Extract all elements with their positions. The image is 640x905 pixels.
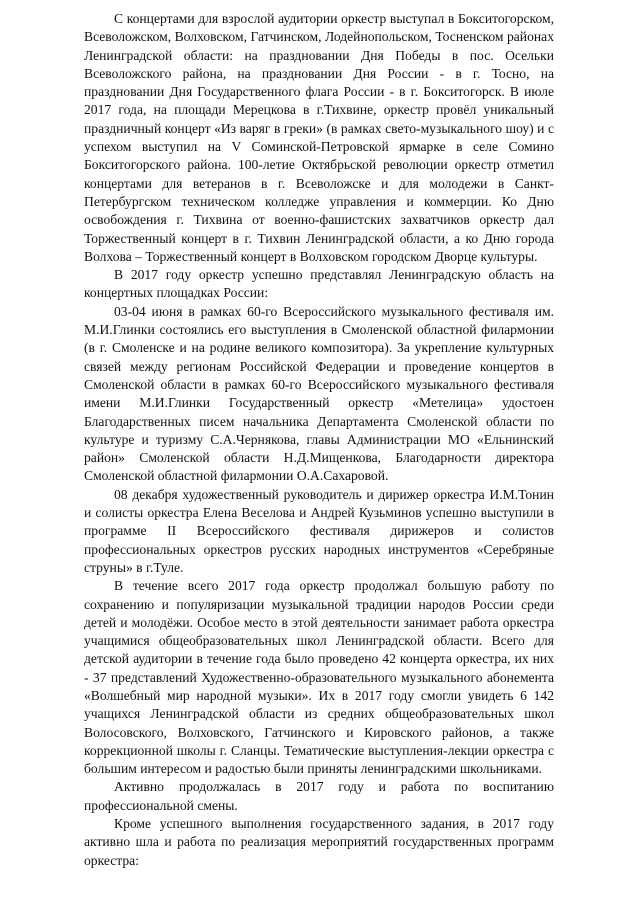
paragraph-glinka-festival: 03-04 июня в рамках 60-го Всероссийского музыкального фестиваля им. М.И.Глинки состоялись его выступления в Смоленской областной филармонии (в г. Смоленске и на родине великого композитора). За укрепление культурных связей между регионам Российской Федерации и проведение концертов в Смоленской области в рамках 60-го Всероссийского музыкального фестиваля имени М.И.Глинки Государственный оркестр «Метелица» удостоен Благодарственных писем начальника Департамента Смоленской области по культуре и туризму С.А.Чернякова, главы Администрации МО «Ельнинский район» Смоленской области Н.Д.Мищенкова, Благодарности директора Смоленской областной филармонии О.А.Сахаровой. xyxy=(84,303,554,484)
paragraph-professional-training: Активно продолжалась в 2017 году и работа по воспитанию профессиональной смены. xyxy=(84,779,554,813)
paragraph-russia-venues: В 2017 году оркестр успешно представлял Ленинградскую область на концертных площадках России: xyxy=(84,267,554,301)
paragraph-state-programs: Кроме успешного выполнения государственного задания, в 2017 году активно шла и работа по реализация мероприятий государственных программ оркестра: xyxy=(84,816,554,868)
paragraph-silver-strings: 08 декабря художественный руководитель и дирижер оркестра И.М.Тонин и солисты оркестра Елена Веселова и Андрей Кузьминов успешно выступили в программе II Всероссийского фестиваля дирижеров и солистов профессиональных оркестров русских народных инструментов «Серебряные струны» в г.Туле. xyxy=(84,486,554,575)
paragraph-regional-concerts: С концертами для взрослой аудитории оркестр выступал в Бокситогорском, Всеволожском, Волховском, Гатчинском, Лодейнопольском, Тосненском районах Ленинградской области: на праздновании Дня Победы в пос. Осельки Всеволожского района, на праздновании Дня России - в г. Тосно, на праздновании Дня Государственного флага России - в г. Бокситогорск. В июле 2017 года, на площади Мерецкова в г.Тихвине, оркестр провёл уникальный праздничный концерт «Из варяг в греки» (в рамках свето-музыкального шоу) и с успехом выступил на V Соминской-Петровской ярмарке в селе Сомино Бокситогорского района. 100-летие Октябрьской революции оркестр отметил концертами для ветеранов в г. Всеволожске и для молодежи в Санкт-Петербургском техническом колледже управления и коммерции. Ко Дню освобождения г. Тихвина от военно-фашистских захватчиков оркестр дал Торжественный концерт в г. Тихвин Ленинградской области, а ко Дню города Волхова – Торжественный концерт в Волховском городском Дворце культуры. xyxy=(84,11,554,264)
paragraph-children-work: В течение всего 2017 года оркестр продолжал большую работу по сохранению и популяризации музыкальной традиции народов России среди детей и молодёжи. Особое место в этой деятельности занимает работа оркестра учащимися общеобразовательных школ Ленинградской области. Всего для детской аудитории в течение года было проведено 42 концерта оркестра, их них - 37 представлений Художественно-образовательного музыкального абонемента «Волшебный мир народной музыки». Их в 2017 году смогли увидеть 6 142 учащихся Ленинградской области из средних общеобразовательных школ Волосовского, Волховского, Гатчинского и Кировского районов, а также коррекционной школы г. Сланцы. Тематические выступления-лекции оркестра с большим интересом и радостью были приняты ленинградскими школьниками. xyxy=(84,578,554,777)
